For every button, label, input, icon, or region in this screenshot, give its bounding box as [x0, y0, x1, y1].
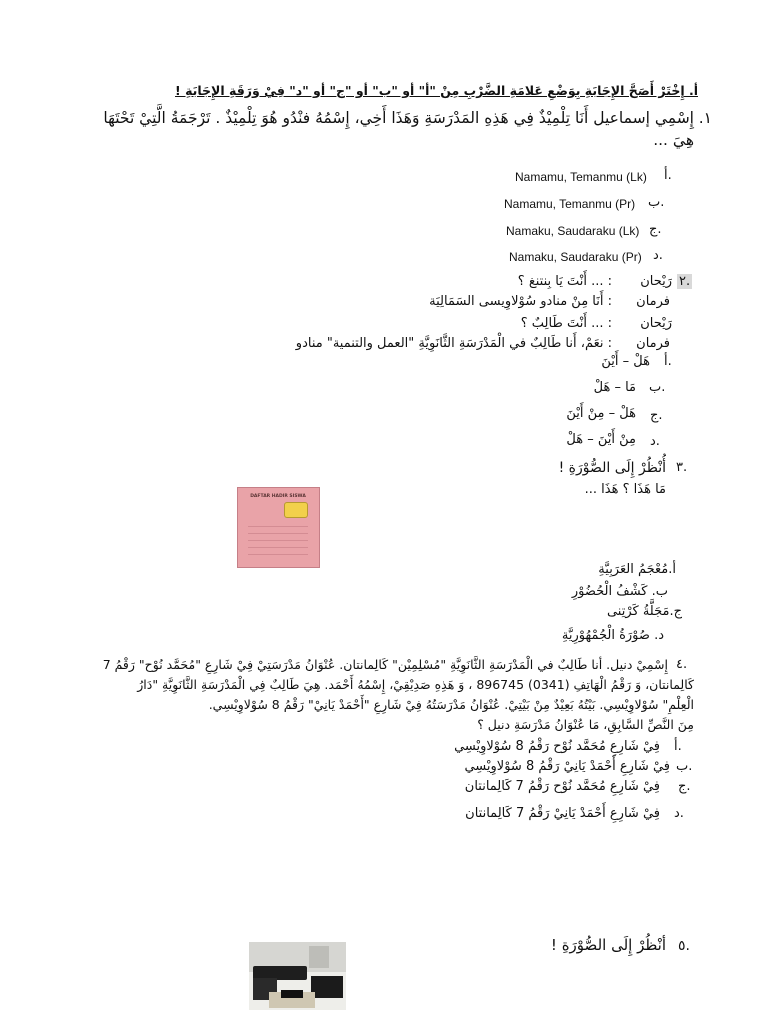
question-5-number: ٥. — [678, 938, 690, 954]
q4-option-a-letter: أ. — [674, 739, 682, 754]
q3-option-c — [607, 604, 682, 619]
q4-paragraph-line-3: الْعِلْمِ" سُوْلاوِيْسِي. بَيْتُهُ بَعِيْدٌ مِنْ بَيْتِيْ. عُنْوَانُ مَدْرَسَتُهُ فِيْ شَارِعِ "أَحْمَدْ يَانِيْ" رَقْمُ 8 سُوْلاوِيْسِي. — [208, 697, 694, 712]
q3-option-b-text: كَشْفُ الْحُضُوْرِ — [571, 584, 648, 599]
q3-option-d-text: صُوْرَةُ الْجُمْهُوْرِيَّةِ — [561, 628, 650, 643]
q4-paragraph-line-2: كَالِمانتان، وَ رَقْمُ الْهَاتِفِ (0341) 896745 ، وَ هَذِهِ صَدِيْقِيْ، إِسْمُهُ أَحْمَد. هِيَ طَالِبٌ فِي الْمَدْرَسَةِ الثَّانَوِيَّةِ "دَارُ — [137, 677, 694, 692]
q4-option-c-text: فِيْ شَارِعِ مُحَمَّد نُوْح رَقْمُ 7 كَالِمانتان — [464, 779, 660, 794]
q2-option-a-letter: أ. — [664, 354, 672, 369]
q2-line-1: : ... أَنْتَ يَا بِنتنغ ؟ — [517, 274, 612, 289]
q2-option-d-text: مِنْ أَيْنَ – هَلْ — [566, 432, 636, 447]
q3-option-c-letter: ج. — [669, 604, 682, 619]
question-3-line1: أُنْظُرْ إِلَى الصُّوْرَةِ ! — [558, 460, 666, 476]
q2-option-b-text: مَا – هَلْ — [593, 380, 636, 395]
q1-option-a-letter: أ. — [664, 168, 672, 183]
q4-option-c-letter: ج. — [678, 779, 691, 794]
q2-speaker-2: فرمان — [636, 294, 670, 309]
q3-option-c-text: مَجَلَّةُ كَرْتِنى — [606, 604, 670, 619]
q2-option-c-text: هَلْ – مِنْ أَيْنَ — [566, 406, 636, 421]
book-emblem-icon — [284, 502, 308, 518]
q2-option-d-letter: د. — [650, 434, 660, 449]
q3-option-d-letter: د. — [654, 628, 664, 643]
question-2-number: ٢. — [679, 274, 691, 289]
question-3-number: ٣. — [676, 460, 688, 475]
q2-speaker-3: رَيْحان — [640, 316, 672, 331]
book-form-lines — [248, 520, 308, 560]
q4-paragraph-line-1: إِسْمِيْ دنيل. أنا طَالِبٌ في الْمَدْرَسَةِ الثَّانَوِيَّةِ "مُسْلِمِيْن" كَالِمانتان. عُنْوَانُ مَدْرَسَتِيْ فِيْ شَارِعِ "مُحَمَّد نُوْح" رَقْمُ 7 — [102, 657, 668, 672]
q4-option-d-text: فِيْ شَارِعِ أَحْمَدْ يَانِيْ رَقْمُ 7 كَالِمانتان — [465, 806, 660, 821]
q4-option-b-text: فِيْ شَارِعِ أَحْمَدْ يَانِيْ رَقْمُ 8 سُوْلاوِيْسِي — [464, 759, 670, 774]
question-1-text-line2: هِيَ ... — [653, 131, 694, 149]
question-3-line2: مَا هَذَا ؟ هَذَا ... — [584, 482, 666, 497]
q2-option-a-text: هَلْ – أَيْنَ — [601, 354, 650, 369]
q1-option-d-letter: د. — [653, 248, 663, 263]
q2-option-b-letter: ب. — [649, 380, 666, 395]
q2-speaker-4: فرمان — [636, 336, 670, 351]
q3-option-a-text: مُعْجَمُ العَرَبِيَّةِ — [598, 562, 669, 577]
q3-option-b-letter: ب. — [651, 584, 668, 599]
question-1-text: إِسْمِي إسماعيل أَنَا تِلْمِيْذٌ فِي هَذِهِ المَدْرَسَةِ وَهَذَا أَخِي، إِسْمُهُ فنْدُو هُوَ تِلْمِيْذٌ . تَرْجَمَةُ الَّتِيْ تَحْتَهَا — [103, 109, 694, 127]
q2-line-3: : ... أَنْتَ طَالِبٌ ؟ — [520, 316, 612, 331]
q1-option-c-text: Namaku, Saudaraku (Lk) — [506, 224, 640, 238]
q4-option-d-letter: د. — [674, 806, 684, 821]
q2-speaker-1: رَيْحان — [640, 274, 672, 289]
q4-question: مِنَ النَّصِّ السَّابِقِ، مَا عُنْوَانُ مَدْرَسَةِ دنيل ؟ — [477, 717, 694, 732]
wall-picture — [309, 946, 329, 968]
q1-option-b-text: Namamu, Temanmu (Pr) — [504, 197, 636, 211]
q1-option-a-text: Namamu, Temanmu (Lk) — [515, 170, 647, 184]
q3-option-a — [598, 562, 676, 577]
q2-line-4: : نعَمْ، أَنا طَالِبٌ في الْمَدْرَسَةِ الثَّانَوِيَّةِ "العمل والتنمية" منادو — [295, 336, 612, 351]
question-5-line1: أنْظُرْ إِلَى الصُّوْرَةِ ! — [550, 936, 666, 954]
attendance-book-image — [237, 487, 320, 568]
q3-option-d — [562, 628, 664, 643]
q3-option-a-letter: أ. — [668, 562, 676, 577]
q4-option-a-text: فِيْ شَارِعِ مُحَمَّد نُوْح رَقْمُ 8 سُوْلاوِيْسِي — [454, 739, 660, 754]
living-room-sofa-image — [249, 942, 346, 1010]
q1-option-c-letter: ج. — [649, 222, 662, 237]
q3-option-b — [572, 584, 668, 599]
coffee-table — [281, 990, 303, 998]
question-4-number: ٤. — [676, 657, 688, 672]
q2-option-c-letter: ج. — [650, 408, 663, 423]
section-header: أ. إِخْتَرْ أَصَحَّ الإِجَابَةِ بِوَضْعِ عَلامَةِ الضَّرْبِ مِنْ "أ" أو "ب" أو "ج" أو "د" فِيْ وَرَقَةِ الإِجَابَةِ ! — [175, 83, 698, 98]
sofa-right — [311, 976, 343, 998]
q1-option-b-letter: ب. — [648, 195, 665, 210]
q1-option-d-text: Namaku, Saudaraku (Pr) — [509, 250, 642, 264]
attendance-book-title: DAFTAR HADIR SISWA — [250, 494, 306, 499]
q4-option-b-letter: ب. — [676, 759, 693, 774]
q2-line-2: : أَنَا مِنْ منادو سُوْلاوِيسى السَمَالِيَة — [429, 294, 612, 309]
question-1-number: ١. — [698, 109, 712, 127]
